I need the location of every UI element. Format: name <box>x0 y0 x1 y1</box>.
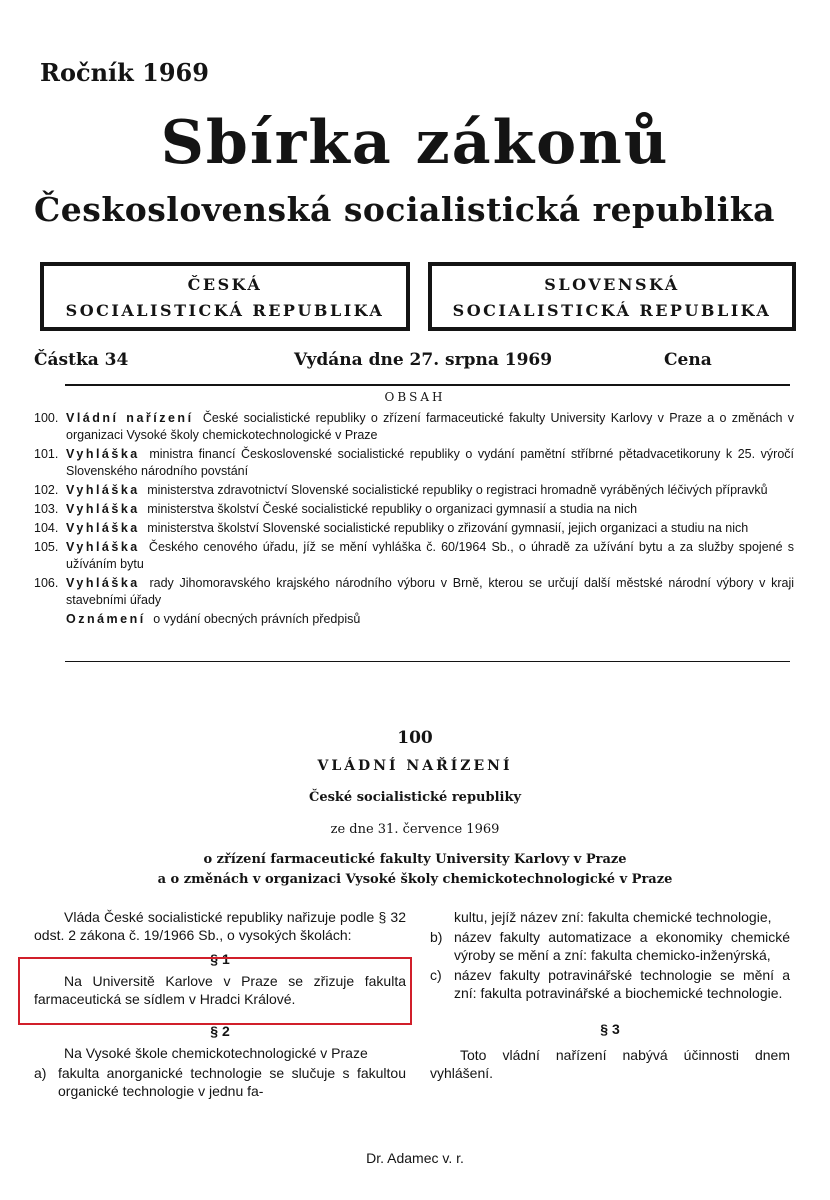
section-1-heading: § 1 <box>210 951 230 967</box>
contents-item <box>34 539 794 573</box>
issue-meta-row <box>34 350 794 376</box>
contents-item-text: ministerstva školství Slovenské socialistické republiky o zřizování gymnasií, jejich organizaci a studiu na nich <box>147 521 749 535</box>
slovak-box-line1: SLOVENSKÁ <box>544 275 680 294</box>
slovak-republic-box <box>428 262 796 331</box>
gazette-title: Sbírka zákonů <box>160 108 670 178</box>
contents-item <box>34 482 794 499</box>
section-2-item-a <box>34 1064 406 1100</box>
contents-bottom-rule <box>65 661 790 662</box>
regulation-date: ze dne 31. července 1969 <box>330 822 500 837</box>
contents-item-number: 103. <box>34 502 59 516</box>
section-2-heading: § 2 <box>210 1023 230 1039</box>
contents-item-text: ministra financí Československé socialistické republiky o vydání pamětní stříbrné pětadvacetikoruny k 25. výročí Slovenského národního povstání <box>66 447 794 478</box>
contents-item-number: 101. <box>34 447 59 461</box>
contents-item-number: 100. <box>34 411 59 425</box>
right-text-column <box>430 908 790 1082</box>
regulation-title <box>150 850 680 890</box>
regulation-number: 100 <box>397 728 433 748</box>
section-2-item-c <box>430 966 790 1002</box>
volume-label: Ročník 1969 <box>40 58 209 87</box>
contents-item-type: Vyhláška <box>66 483 140 497</box>
contents-note <box>34 611 794 628</box>
issue-date: Vydána dne 27. srpna 1969 <box>294 350 553 370</box>
contents-item-type: Vyhláška <box>66 502 140 516</box>
section-2-item-b <box>430 928 790 964</box>
contents-list <box>34 410 794 628</box>
contents-top-rule <box>65 384 790 386</box>
czech-box-line1: ČESKÁ <box>187 275 263 294</box>
item-label: b) <box>430 929 443 945</box>
section-3-heading: § 3 <box>600 1021 620 1037</box>
contents-note-text: o vydání obecných právních předpisů <box>153 612 361 626</box>
regulation-intro: Vláda České socialistické republiky nařizuje podle § 32 odst. 2 zákona č. 19/1966 Sb., o vysokých školách: <box>34 909 406 943</box>
item-text: název fakulty automatizace a ekonomiky chemické výroby se mění a zní: fakulta chemicko-inženýrská, <box>454 929 790 963</box>
section-3-text: Toto vládní nařízení nabývá účinnosti dnem vyhlášení. <box>430 1047 790 1081</box>
contents-item-type: Vládní nařízení <box>66 411 194 425</box>
czech-box-line2: SOCIALISTICKÁ REPUBLIKA <box>65 301 385 320</box>
contents-note-type: Oznámení <box>66 612 146 626</box>
contents-item-number: 102. <box>34 483 59 497</box>
contents-item-text: ministerstva zdravotnictví Slovenské socialistické republiky o registraci hromadně vyráběných léčivých přípravků <box>147 483 768 497</box>
regulation-issuer: České socialistické republiky <box>308 790 522 805</box>
contents-item-text: Českého cenového úřadu, jíž se mění vyhláška č. 60/1964 Sb., o úhradě za užívání bytu a za služby spojené s užíváním bytu <box>66 540 794 571</box>
contents-item-type: Vyhláška <box>66 521 140 535</box>
item-label: a) <box>34 1065 47 1081</box>
contents-heading: OBSAH <box>384 390 446 404</box>
section-1-text: Na Universitě Karlove v Praze se zřizuje fakulta farmaceutická se sídlem v Hradci Králové. <box>34 973 406 1007</box>
contents-item-type: Vyhláška <box>66 447 140 461</box>
contents-item <box>34 501 794 518</box>
contents-item-number: 105. <box>34 540 59 554</box>
contents-item-text: České socialistické republiky o zřízení farmaceutické fakulty University Karlovy v Praze a o změnách v organizaci Vysoké školy chemickotechnologické v Praze <box>66 411 794 442</box>
state-subtitle: Československá socialistická republika <box>34 190 776 229</box>
item-text: název fakulty potravinářské technologie se mění a zní: fakulta potravinářské a biochemické technologie. <box>454 967 790 1001</box>
czech-republic-box <box>40 262 410 331</box>
contents-item-text: rady Jihomoravského krajského národního výboru v Brně, kterou se určují další městské národní výbory v kraji stavebními úřady <box>66 576 794 607</box>
signature: Dr. Adamec v. r. <box>366 1150 464 1166</box>
contents-item-type: Vyhláška <box>66 540 140 554</box>
section-1-highlight-box <box>18 957 412 1025</box>
item-label: c) <box>430 967 442 983</box>
contents-item <box>34 446 794 480</box>
price-label: Cena <box>664 350 712 370</box>
regulation-type: VLÁDNÍ NAŘÍZENÍ <box>317 758 513 774</box>
contents-item <box>34 520 794 537</box>
section-2-intro: Na Vysoké škole chemickotechnologické v Praze <box>64 1045 368 1061</box>
slovak-box-line2: SOCIALISTICKÁ REPUBLIKA <box>452 301 772 320</box>
regulation-title-line1: o zřízení farmaceutické fakulty University Karlovy v Praze <box>203 852 627 867</box>
item-text: fakulta anorganické technologie se slučuje s fakultou organické technologie v jednu fa- <box>58 1065 406 1099</box>
contents-item-number: 104. <box>34 521 59 535</box>
contents-item-type: Vyhláška <box>66 576 140 590</box>
regulation-title-line2: a o změnách v organizaci Vysoké školy chemickotechnologické v Praze <box>157 872 673 887</box>
contents-item <box>34 410 794 444</box>
section-2-item-a-continuation: kultu, jejíž název zní: fakulta chemické technologie, <box>454 909 772 925</box>
contents-item-number: 106. <box>34 576 59 590</box>
contents-item <box>34 575 794 609</box>
contents-item-text: ministerstva školství České socialistické republiky o organizaci gymnasií a studia na nich <box>147 502 638 516</box>
part-number: Částka 34 <box>34 350 129 370</box>
